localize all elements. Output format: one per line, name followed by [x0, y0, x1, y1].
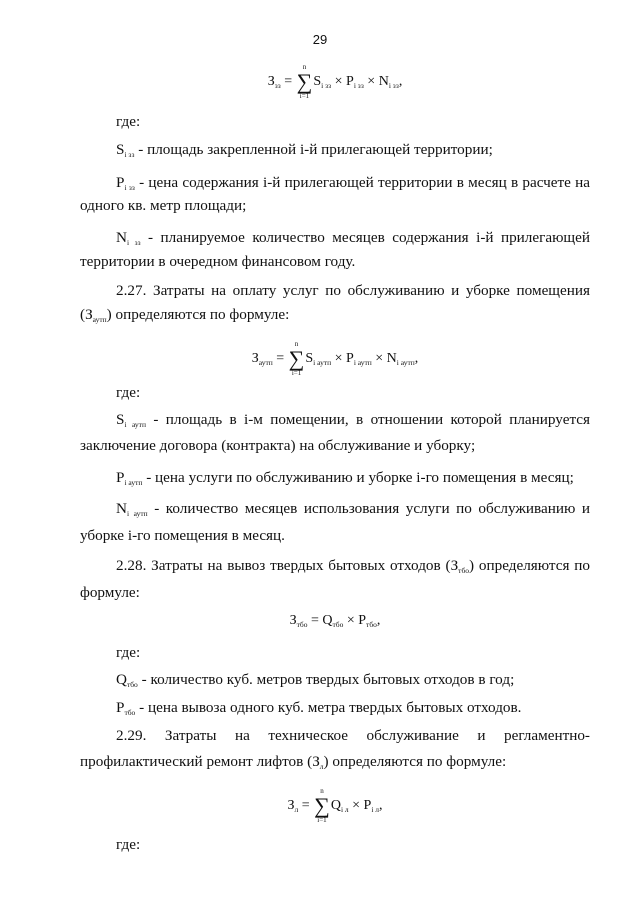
definition-s-autp: $S_{i аутп}$ - площадь в i-м помещении, в отношении которой планируется: [116, 411, 590, 429]
formula-zz: $З_{зз}$ = n ∑ i=1 $S_{i зз} \times P_{i зз} \times N_{i зз}$,: [267, 63, 403, 100]
definition-p-tbo: $P_{тбо}$ - цена вывоза одного куб. метра твердых бытовых отходов.: [116, 699, 522, 717]
where-label: где:: [116, 113, 141, 130]
paragraph-2-28-cont: формуле:: [80, 584, 140, 601]
definition-p-zz-cont: одного кв. метр площади;: [80, 197, 247, 214]
formula-autp: $З_{аутп}$ = n ∑ i=1 $S_{i аутп} \times P_{i аутп} \times N_{i аутп}$,: [251, 340, 419, 377]
definition-n-autp-cont: уборке i-го помещения в месяц.: [80, 527, 285, 544]
definition-s-zz: $S_{i зз}$ - площадь закрепленной i-й прилегающей территории;: [116, 141, 493, 159]
where-label: где:: [116, 644, 141, 661]
where-label: где:: [116, 384, 141, 401]
definition-p-autp: $P_{i аутп}$ - цена услуги по обслуживанию и уборке i-го помещения в месяц;: [116, 469, 574, 487]
sum-sign: n ∑ i=1: [296, 63, 313, 100]
sum-sign: n ∑ i=1: [288, 340, 305, 377]
paragraph-2-29-cont: профилактический ремонт лифтов $(З_л)$ определяются по формуле:: [80, 753, 507, 771]
paragraph-2-27-cont: $(З_{аутп})$ определяются по формуле:: [80, 306, 290, 324]
sum-sign: n ∑ i=1: [314, 787, 330, 824]
paragraph-2-29: 2.29. Затраты на техническое обслуживание и регламентно-: [116, 727, 590, 744]
definition-n-zz-cont: территории в очередном финансовом году.: [80, 253, 356, 270]
formula-tbo: $З_{тбо} = Q_{тбо} \times P_{тбо}$,: [289, 613, 381, 629]
definition-n-zz: $N_{i зз}$ - планируемое количество месяцев содержания i-й прилегающей: [116, 229, 590, 247]
paragraph-2-28: 2.28. Затраты на вывоз твердых бытовых отходов $(З_{тбо})$ определяются по: [116, 557, 590, 575]
definition-q-tbo: $Q_{тбо}$ - количество куб. метров твердых бытовых отходов в год;: [116, 671, 515, 689]
where-label: где:: [116, 836, 141, 853]
page-number: 29: [312, 32, 328, 47]
paragraph-2-27: 2.27. Затраты на оплату услуг по обслуживанию и уборке помещения: [116, 282, 590, 299]
formula-lifts: $З_л$ = n ∑ i=1 $Q_{i л} \times P_{i л}$,: [287, 787, 383, 824]
definition-n-autp: $N_{i аутп}$ - количество месяцев использования услуги по обслуживанию и: [116, 500, 590, 518]
definition-p-zz: $P_{i зз}$ - цена содержания i-й прилегающей территории в месяц в расчете на: [116, 174, 590, 192]
definition-s-autp-cont: заключение договора (контракта) на обслуживание и уборку;: [80, 437, 476, 454]
